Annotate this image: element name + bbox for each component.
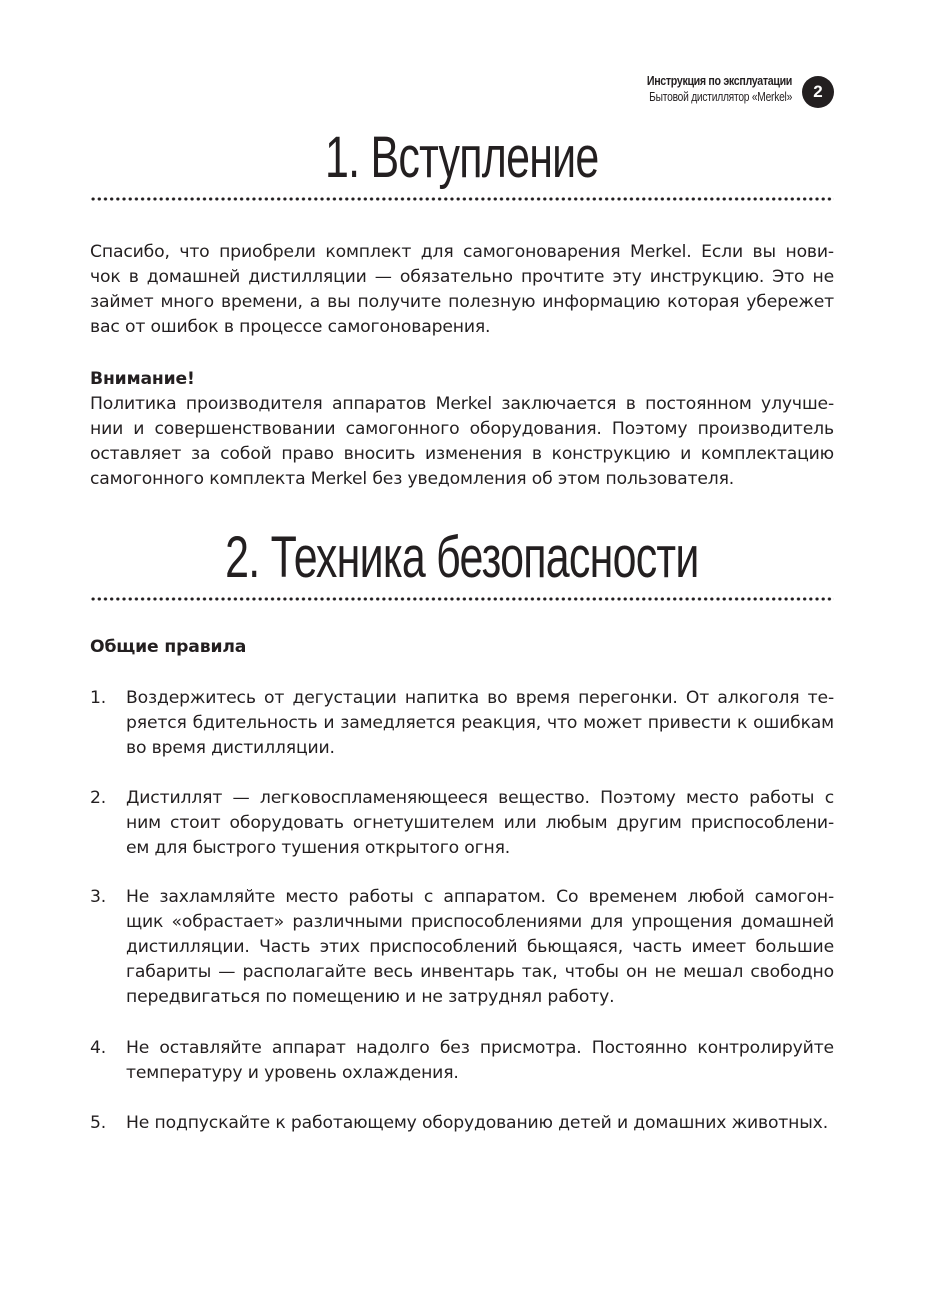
section-title-safety xyxy=(90,526,834,590)
page-number-badge: 2 xyxy=(802,76,834,108)
list-line: Дистиллят — легковоспламеняющееся вещество. Поэтому место работы с xyxy=(126,788,834,808)
list-item-number: 3. xyxy=(90,887,107,907)
paragraph-line: займет много времени, а вы получите полезную информацию которая убережет xyxy=(90,292,834,312)
section-title-introduction-text: 1. Вступление xyxy=(325,125,599,190)
list-line: щик «обрастает» различными приспособлениями для упрощения домашней xyxy=(126,912,834,932)
list-line: Воздержитесь от дегустации напитка во время перегонки. От алкоголя те- xyxy=(126,688,834,708)
list-line: ним стоит оборудовать огнетушителем или любым другим приспособлени- xyxy=(126,813,834,833)
paragraph-line: Политика производителя аппаратов Merkel заключается в постоянном улучше- xyxy=(90,394,834,414)
list-line: ряется бдительность и замедляется реакция, что может привести к ошибкам xyxy=(126,713,834,733)
document-subtitle: Бытовой дистиллятор «Merkel» xyxy=(649,90,792,104)
list-item-number: 1. xyxy=(90,688,107,708)
list-line: габариты — располагайте весь инвентарь так, чтобы он не мешал свободно xyxy=(126,962,834,982)
warning-heading: Внимание! xyxy=(90,369,195,389)
document-header xyxy=(615,73,834,108)
paragraph-line: вас от ошибок в процессе самогоноварения. xyxy=(90,317,491,337)
list-line: Не подпускайте к работающему оборудованию детей и домашних животных. xyxy=(126,1113,829,1133)
list-line: температуру и уровень охлаждения. xyxy=(126,1063,459,1083)
paragraph-line: нии и совершенствовании самогонного оборудования. Поэтому производитель xyxy=(90,419,834,439)
paragraph-line: Спасибо, что приобрели комплект для самогоноварения Merkel. Если вы нови- xyxy=(90,242,834,262)
list-item-text xyxy=(126,786,834,861)
paragraph-line: оставляет за собой право вносить изменения в конструкцию и комплектацию xyxy=(90,444,834,464)
list-item-number: 2. xyxy=(90,788,107,808)
list-line: ем для быстрого тушения открытого огня. xyxy=(126,838,511,858)
list-line: во время дистилляции. xyxy=(126,738,335,758)
section-divider xyxy=(90,597,834,601)
section-title-introduction xyxy=(90,126,834,190)
list-item-number: 5. xyxy=(90,1113,107,1133)
list-item-text xyxy=(126,885,834,1010)
general-rules-heading: Общие правила xyxy=(90,637,247,657)
list-item-text xyxy=(126,1111,834,1136)
section-divider xyxy=(90,197,834,201)
document-title: Инструкция по эксплуатации xyxy=(646,73,792,88)
list-item-text xyxy=(126,1036,834,1086)
list-line: Не захламляйте место работы с аппаратом. Со временем любой самогон- xyxy=(126,887,834,907)
intro-paragraph xyxy=(90,240,834,340)
document-header-text xyxy=(615,73,792,105)
paragraph-line: чок в домашней дистилляции — обязательно прочтите эту инструкцию. Это не xyxy=(90,267,834,287)
paragraph-line: самогонного комплекта Merkel без уведомления об этом пользователя. xyxy=(90,469,735,489)
list-line: дистилляции. Часть этих приспособлений бьющаяся, часть имеет большие xyxy=(126,937,834,957)
list-item-text xyxy=(126,686,834,761)
list-line: Не оставляйте аппарат надолго без присмотра. Постоянно контролируйте xyxy=(126,1038,834,1058)
list-line: передвигаться по помещению и не затруднял работу. xyxy=(126,987,615,1007)
warning-paragraph xyxy=(90,392,834,492)
section-title-safety-text: 2. Техника безопасности xyxy=(225,525,699,590)
list-item-number: 4. xyxy=(90,1038,107,1058)
